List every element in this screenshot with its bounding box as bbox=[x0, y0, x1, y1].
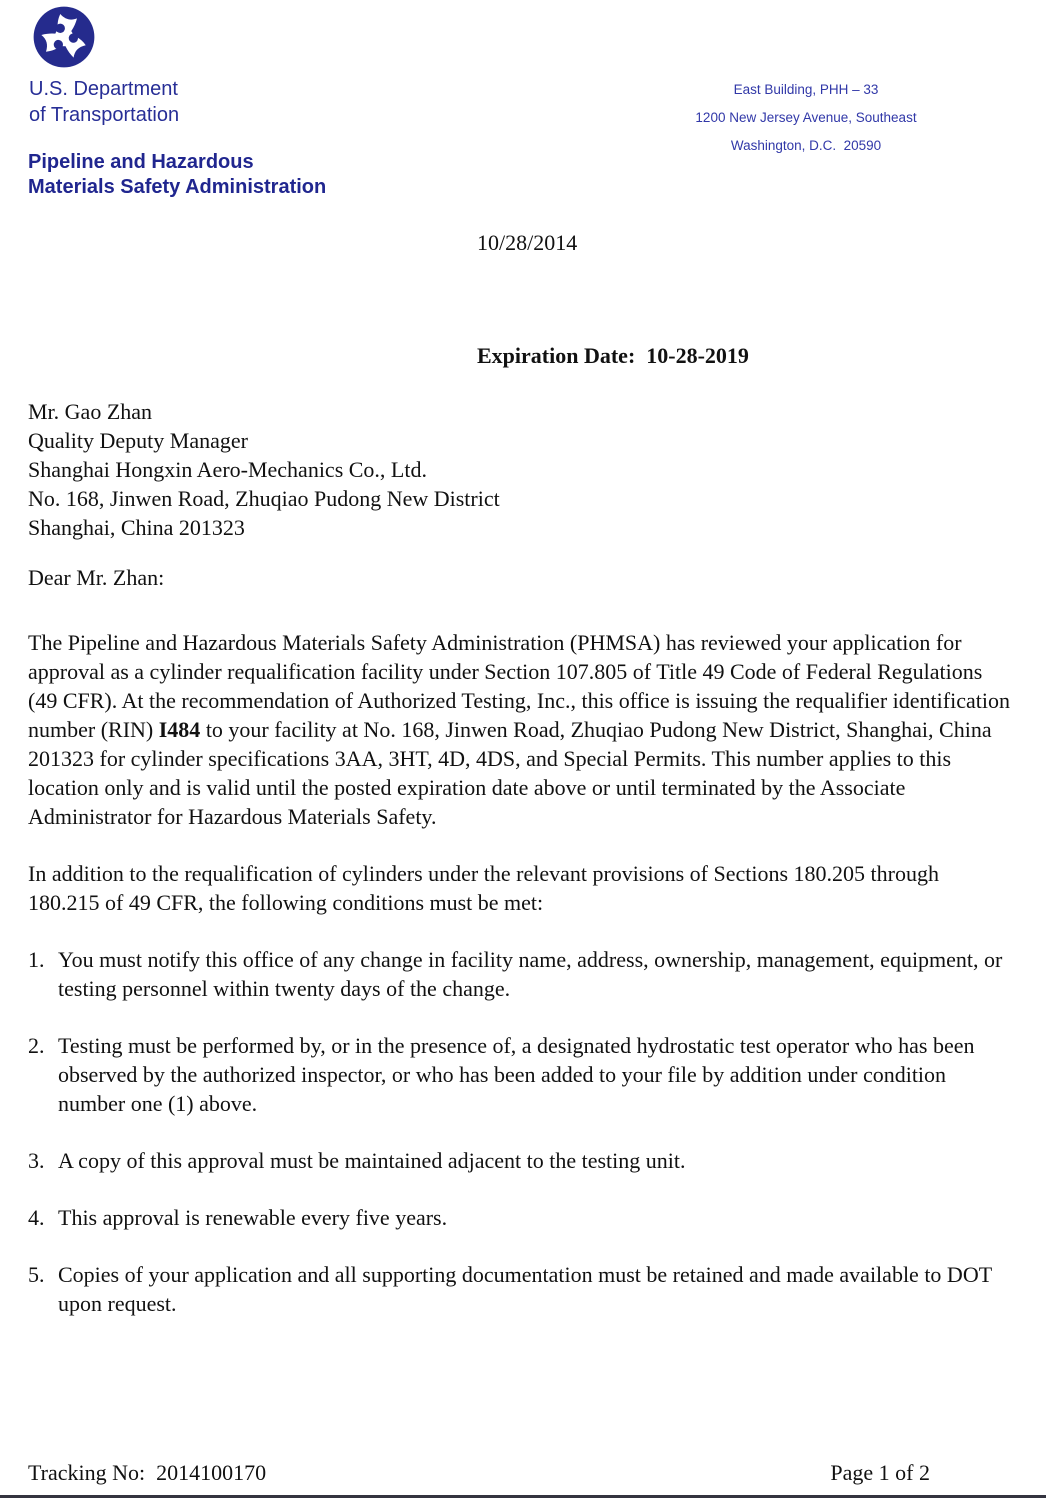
expiration-date-line: Expiration Date: 10-28-2019 bbox=[477, 343, 749, 368]
office-address-line3: Washington, D.C. 20590 bbox=[730, 138, 882, 153]
recipient-name: Mr. Gao Zhan bbox=[28, 399, 153, 424]
condition-number: 3. bbox=[28, 1148, 45, 1173]
office-address-line2: 1200 New Jersey Avenue, Southeast bbox=[695, 110, 917, 125]
paragraph-approval bbox=[28, 628, 1016, 831]
department-line2: of Transportation bbox=[29, 104, 180, 126]
condition-text: You must notify this office of any change in facility name, address, ownership, management, equipment, or testing personnel within twenty days of the change. bbox=[58, 947, 1008, 1001]
condition-item bbox=[28, 1203, 1010, 1232]
rin-number: I484 bbox=[158, 717, 201, 742]
administration-line1: Pipeline and Hazardous bbox=[28, 151, 254, 173]
condition-text: A copy of this approval must be maintained adjacent to the testing unit. bbox=[58, 1148, 686, 1173]
condition-text: Testing must be performed by, or in the presence of, a designated hydrostatic test operator who has been observed by the authorized inspector, or who has been added to your file by addition under condition number one (1) above. bbox=[58, 1033, 980, 1116]
administration-line2: Materials Safety Administration bbox=[28, 176, 327, 198]
office-address-line1: East Building, PHH – 33 bbox=[733, 82, 879, 97]
condition-number: 2. bbox=[28, 1033, 45, 1058]
condition-item bbox=[28, 1260, 1010, 1318]
condition-item bbox=[28, 945, 1010, 1003]
paragraph-conditions-intro: In addition to the requalification of cylinders under the relevant provisions of Sections 180.205 through 180.215 of 49 CFR, the following conditions must be met: bbox=[28, 861, 945, 915]
recipient-address1: No. 168, Jinwen Road, Zhuqiao Pudong New District bbox=[28, 486, 500, 511]
office-address bbox=[690, 76, 922, 160]
recipient-address2: Shanghai, China 201323 bbox=[28, 515, 245, 540]
recipient-company: Shanghai Hongxin Aero-Mechanics Co., Ltd. bbox=[28, 457, 427, 482]
recipient-block bbox=[28, 397, 1010, 542]
administration-name bbox=[28, 150, 326, 200]
condition-item bbox=[28, 1031, 1010, 1118]
condition-item bbox=[28, 1146, 1010, 1175]
paragraph-approval-before-rin: The Pipeline and Hazardous Materials Safety Administration (PHMSA) has reviewed your application for approval as a cylinder requalification facility under Section 107.805 of Title 49 Code of Federal Regulations (49 CFR). At the recommendation of Authorized Testing, Inc., this office is issuing the requalifier identification number (RIN) bbox=[28, 630, 1016, 742]
tracking-number: Tracking No: 2014100170 bbox=[28, 1460, 267, 1485]
condition-text: Copies of your application and all supporting documentation must be retained and made available to DOT upon request. bbox=[58, 1262, 998, 1316]
dot-triskelion-logo bbox=[33, 6, 95, 68]
department-line1: U.S. Department bbox=[29, 78, 178, 100]
department-name bbox=[29, 76, 179, 128]
paragraph-approval-after-rin: to your facility at No. 168, Jinwen Road, Zhuqiao Pudong New District, Shanghai, China 201323 for cylinder specifications 3AA, 3HT, 4D, 4DS, and Special Permits. This number applies to this location only and is valid until the posted expiration date above or until terminated by the Associate Administrator for Hazardous Materials Safety. bbox=[28, 717, 998, 829]
letter-body bbox=[28, 228, 1016, 1346]
recipient-title: Quality Deputy Manager bbox=[28, 428, 248, 453]
condition-number: 1. bbox=[28, 947, 45, 972]
condition-text: This approval is renewable every five years. bbox=[58, 1205, 448, 1230]
letter-date: 10/28/2014 bbox=[477, 230, 578, 255]
salutation: Dear Mr. Zhan: bbox=[28, 565, 165, 590]
condition-number: 5. bbox=[28, 1262, 45, 1287]
condition-number: 4. bbox=[28, 1205, 45, 1230]
page-indicator: Page 1 of 2 bbox=[830, 1460, 930, 1485]
